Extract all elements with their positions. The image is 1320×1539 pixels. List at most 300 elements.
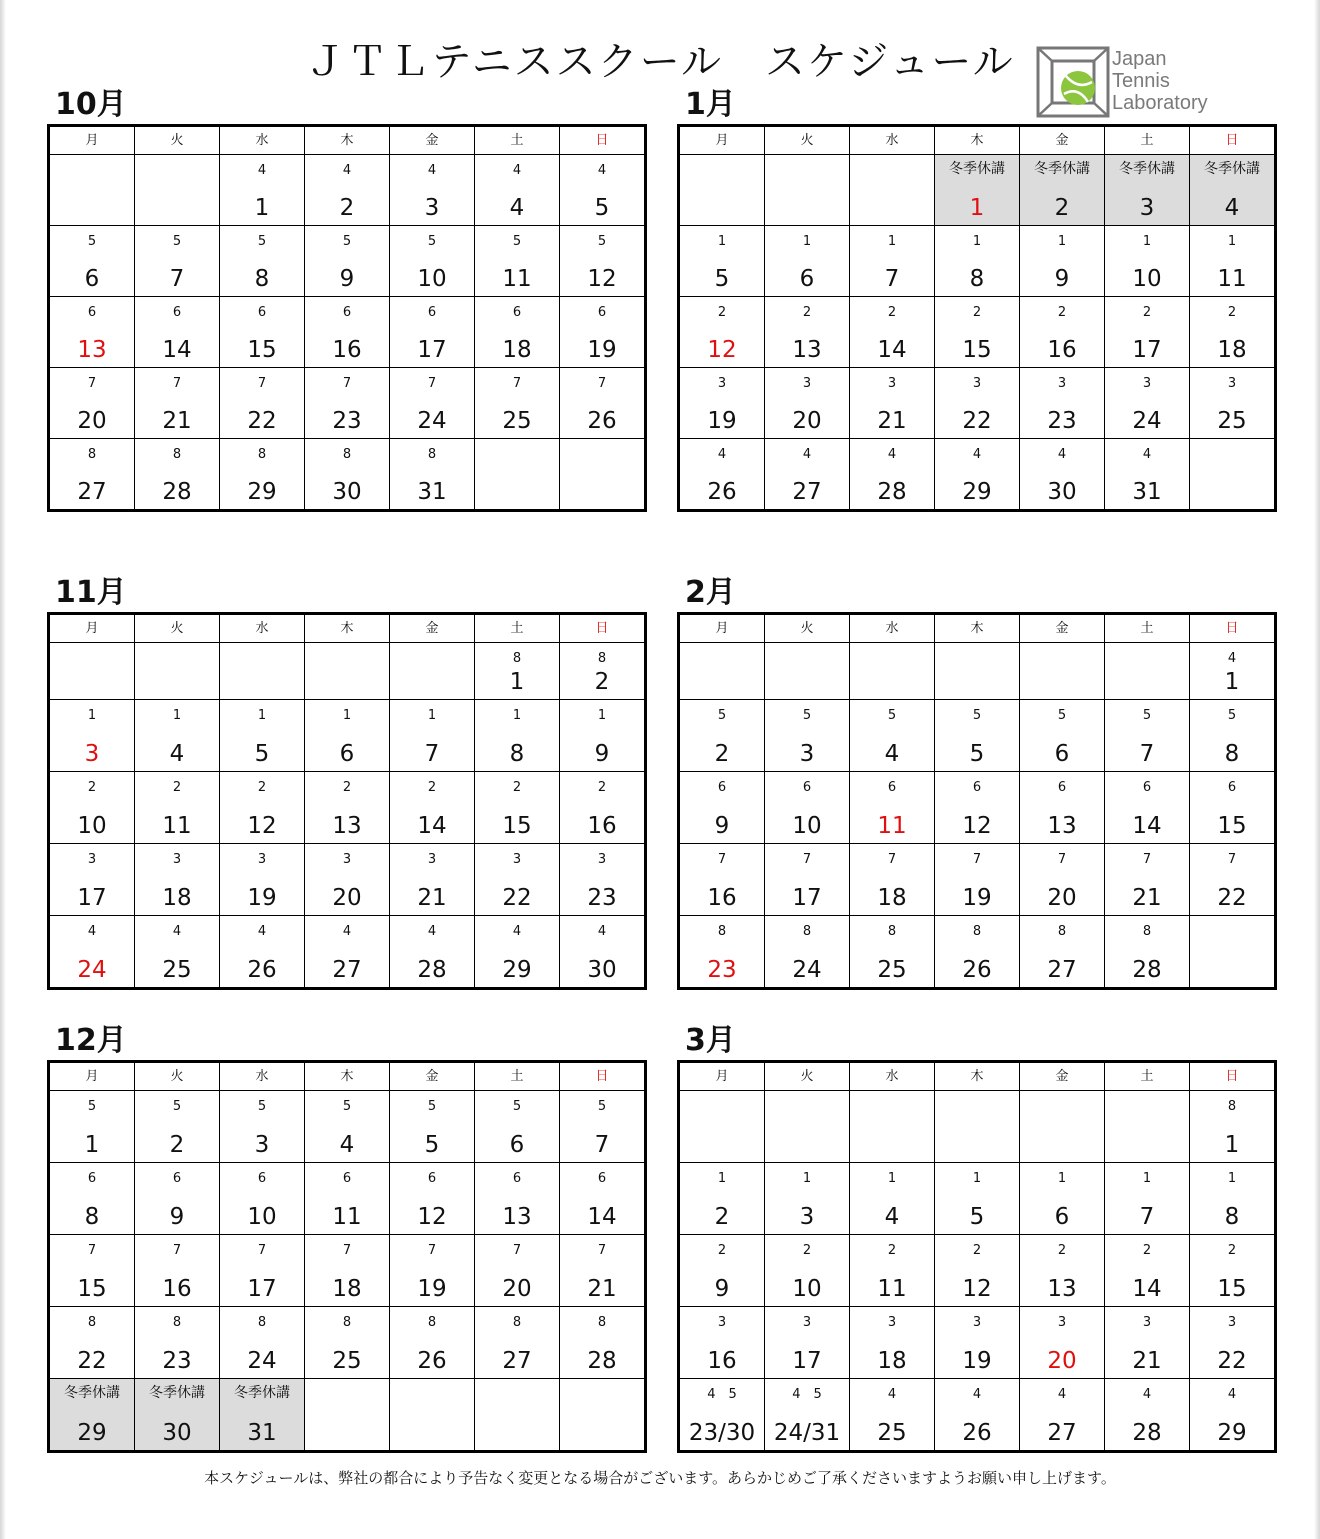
lesson-week-number: 4 5 bbox=[792, 1387, 822, 1402]
day-number: 23 bbox=[1047, 408, 1077, 434]
day-cell bbox=[679, 1379, 765, 1452]
month-title: 3月 bbox=[685, 1023, 736, 1058]
day-number: 4 bbox=[884, 1204, 900, 1230]
lesson-week-number: 4 5 bbox=[707, 1387, 737, 1402]
day-number: 18 bbox=[332, 1276, 362, 1302]
day-cell bbox=[135, 297, 220, 368]
day-cell bbox=[1105, 916, 1190, 989]
day-cell bbox=[765, 844, 850, 916]
day-cell bbox=[1105, 844, 1190, 916]
day-number: 11 bbox=[332, 1204, 362, 1230]
day-number: 3 bbox=[254, 1132, 270, 1158]
day-cell bbox=[1105, 700, 1190, 772]
week-row bbox=[49, 155, 646, 226]
day-cell bbox=[305, 1307, 390, 1379]
day-cell bbox=[679, 700, 765, 772]
lesson-week-number: 4 bbox=[427, 924, 437, 939]
week-row bbox=[49, 700, 646, 772]
lesson-week-number: 7 bbox=[172, 376, 182, 391]
day-cell bbox=[850, 439, 935, 511]
day-number: 4 bbox=[169, 741, 185, 767]
lesson-week-number: 7 bbox=[172, 1243, 182, 1258]
lesson-week-number: 6 bbox=[257, 305, 267, 320]
week-row bbox=[679, 844, 1276, 916]
lesson-week-number: 2 bbox=[427, 780, 437, 795]
day-number: 13 bbox=[792, 337, 822, 363]
weekday-header: 木 bbox=[935, 1062, 1020, 1091]
day-number: 1 bbox=[1224, 1132, 1240, 1158]
day-number: 29 bbox=[962, 479, 992, 505]
logo-line: Japan bbox=[1112, 48, 1167, 70]
day-cell bbox=[49, 226, 135, 297]
day-cell bbox=[850, 1163, 935, 1235]
lesson-week-number: 7 bbox=[257, 376, 267, 391]
weekday-header: 水 bbox=[850, 614, 935, 643]
day-cell bbox=[220, 772, 305, 844]
day-number: 3 bbox=[799, 1204, 815, 1230]
lesson-week-number: 2 bbox=[1057, 1243, 1067, 1258]
lesson-week-number: 3 bbox=[172, 852, 182, 867]
day-cell bbox=[560, 772, 646, 844]
lesson-week-number: 6 bbox=[512, 305, 522, 320]
day-cell bbox=[850, 368, 935, 439]
day-number: 5 bbox=[714, 266, 730, 292]
day-cell bbox=[765, 1307, 850, 1379]
day-number: 13 bbox=[502, 1204, 532, 1230]
lesson-week-number: 3 bbox=[1142, 376, 1152, 391]
day-number: 12 bbox=[962, 1276, 992, 1302]
month-table bbox=[47, 1060, 647, 1453]
day-number: 8 bbox=[84, 1204, 100, 1230]
lesson-week-number: 5 bbox=[427, 1099, 437, 1114]
day-cell bbox=[1190, 368, 1276, 439]
lesson-week-number: 1 bbox=[1227, 234, 1237, 249]
lesson-week-number: 4 bbox=[1057, 1387, 1067, 1402]
day-cell bbox=[49, 772, 135, 844]
day-cell bbox=[390, 916, 475, 989]
weekday-header: 土 bbox=[1105, 1062, 1190, 1091]
day-number: 12 bbox=[707, 337, 737, 363]
day-cell bbox=[560, 368, 646, 439]
day-cell bbox=[560, 1163, 646, 1235]
lesson-week-number: 1 bbox=[597, 708, 607, 723]
day-cell bbox=[1105, 439, 1190, 511]
empty-cell bbox=[135, 155, 220, 226]
week-row bbox=[49, 297, 646, 368]
day-number: 18 bbox=[502, 337, 532, 363]
day-cell bbox=[220, 916, 305, 989]
lesson-week-number: 2 bbox=[802, 1243, 812, 1258]
lesson-week-number: 4 bbox=[597, 924, 607, 939]
day-cell-closed bbox=[49, 1379, 135, 1452]
day-number: 8 bbox=[509, 741, 525, 767]
lesson-week-number: 1 bbox=[717, 1171, 727, 1186]
lesson-week-number: 4 bbox=[887, 1387, 897, 1402]
day-number: 22 bbox=[962, 408, 992, 434]
weekday-header: 金 bbox=[390, 1062, 475, 1091]
lesson-week-number: 4 bbox=[172, 924, 182, 939]
day-cell bbox=[679, 297, 765, 368]
day-cell bbox=[679, 916, 765, 989]
week-row bbox=[679, 155, 1276, 226]
week-row bbox=[679, 1235, 1276, 1307]
lesson-week-number: 2 bbox=[887, 1243, 897, 1258]
day-cell bbox=[475, 844, 560, 916]
weekday-header: 日 bbox=[560, 126, 646, 155]
month-table bbox=[677, 124, 1277, 512]
weekday-header: 月 bbox=[49, 614, 135, 643]
week-row bbox=[49, 844, 646, 916]
day-cell bbox=[475, 297, 560, 368]
lesson-week-number: 6 bbox=[342, 305, 352, 320]
lesson-week-number: 3 bbox=[887, 376, 897, 391]
day-number: 21 bbox=[877, 408, 907, 434]
day-number: 15 bbox=[962, 337, 992, 363]
lesson-week-number: 1 bbox=[802, 234, 812, 249]
day-number: 23 bbox=[332, 408, 362, 434]
lesson-week-number: 4 bbox=[87, 924, 97, 939]
day-cell bbox=[850, 1307, 935, 1379]
week-row bbox=[49, 226, 646, 297]
weekday-header: 木 bbox=[935, 614, 1020, 643]
day-number: 6 bbox=[509, 1132, 525, 1158]
empty-cell bbox=[135, 643, 220, 700]
day-cell-closed bbox=[935, 155, 1020, 226]
day-number: 21 bbox=[1132, 885, 1162, 911]
day-cell bbox=[305, 1163, 390, 1235]
day-number: 11 bbox=[1217, 266, 1247, 292]
day-cell bbox=[560, 1091, 646, 1163]
day-number: 29 bbox=[1217, 1420, 1247, 1446]
day-number: 7 bbox=[884, 266, 900, 292]
day-number: 24 bbox=[792, 957, 822, 983]
empty-cell bbox=[560, 1379, 646, 1452]
day-number: 27 bbox=[502, 1348, 532, 1374]
day-cell bbox=[765, 700, 850, 772]
weekday-header: 火 bbox=[135, 614, 220, 643]
day-cell bbox=[1105, 1307, 1190, 1379]
day-number: 15 bbox=[77, 1276, 107, 1302]
empty-cell bbox=[1190, 439, 1276, 511]
day-cell bbox=[135, 439, 220, 511]
day-number: 27 bbox=[332, 957, 362, 983]
day-number: 23 bbox=[707, 957, 737, 983]
day-number: 21 bbox=[162, 408, 192, 434]
day-cell bbox=[560, 700, 646, 772]
lesson-week-number: 4 bbox=[802, 447, 812, 462]
lesson-week-number: 3 bbox=[427, 852, 437, 867]
day-number: 27 bbox=[1047, 957, 1077, 983]
week-row bbox=[679, 643, 1276, 700]
day-cell bbox=[1105, 1235, 1190, 1307]
lesson-week-number: 8 bbox=[427, 1315, 437, 1330]
day-number: 19 bbox=[587, 337, 617, 363]
lesson-week-number: 5 bbox=[87, 1099, 97, 1114]
lesson-week-number: 2 bbox=[1227, 305, 1237, 320]
lesson-week-number: 6 bbox=[512, 1171, 522, 1186]
lesson-week-number: 8 bbox=[1142, 924, 1152, 939]
day-cell bbox=[765, 772, 850, 844]
day-cell bbox=[1190, 1235, 1276, 1307]
lesson-week-number: 4 bbox=[342, 924, 352, 939]
lesson-week-number: 2 bbox=[802, 305, 812, 320]
day-cell-closed bbox=[1020, 155, 1105, 226]
day-cell bbox=[1020, 368, 1105, 439]
day-number: 10 bbox=[1132, 266, 1162, 292]
lesson-week-number: 4 bbox=[427, 163, 437, 178]
day-cell bbox=[475, 1163, 560, 1235]
day-cell bbox=[1105, 297, 1190, 368]
week-row bbox=[49, 1163, 646, 1235]
day-cell bbox=[49, 297, 135, 368]
week-row bbox=[49, 916, 646, 989]
day-cell bbox=[1105, 772, 1190, 844]
day-number: 10 bbox=[77, 813, 107, 839]
day-number: 29 bbox=[247, 479, 277, 505]
day-number: 31 bbox=[247, 1420, 277, 1446]
empty-cell bbox=[305, 1379, 390, 1452]
day-number: 3 bbox=[424, 195, 440, 221]
lesson-week-number: 7 bbox=[87, 376, 97, 391]
week-row bbox=[679, 1163, 1276, 1235]
day-number: 11 bbox=[162, 813, 192, 839]
lesson-week-number: 4 bbox=[597, 163, 607, 178]
empty-cell bbox=[1105, 643, 1190, 700]
day-number: 19 bbox=[707, 408, 737, 434]
day-number: 3 bbox=[1139, 195, 1155, 221]
lesson-week-number: 6 bbox=[1057, 780, 1067, 795]
day-cell bbox=[49, 1235, 135, 1307]
day-cell bbox=[1105, 1379, 1190, 1452]
day-cell bbox=[765, 368, 850, 439]
day-number: 10 bbox=[247, 1204, 277, 1230]
lesson-week-number: 7 bbox=[972, 852, 982, 867]
month-table bbox=[47, 124, 647, 512]
day-cell bbox=[935, 1379, 1020, 1452]
day-number: 4 bbox=[509, 195, 525, 221]
week-row bbox=[49, 772, 646, 844]
day-number: 16 bbox=[332, 337, 362, 363]
day-cell bbox=[765, 297, 850, 368]
day-cell bbox=[390, 1163, 475, 1235]
day-number: 31 bbox=[417, 479, 447, 505]
lesson-week-number: 2 bbox=[342, 780, 352, 795]
weekday-header: 火 bbox=[135, 126, 220, 155]
day-number: 25 bbox=[877, 957, 907, 983]
lesson-week-number: 3 bbox=[717, 376, 727, 391]
day-cell bbox=[1020, 700, 1105, 772]
day-number: 13 bbox=[1047, 1276, 1077, 1302]
lesson-week-number: 2 bbox=[717, 1243, 727, 1258]
day-number: 24/31 bbox=[773, 1420, 841, 1446]
lesson-week-number: 5 bbox=[1142, 708, 1152, 723]
lesson-week-number: 8 bbox=[597, 651, 607, 666]
week-row bbox=[49, 1307, 646, 1379]
month-table bbox=[47, 612, 647, 990]
day-cell bbox=[390, 1235, 475, 1307]
day-cell bbox=[765, 916, 850, 989]
lesson-week-number: 2 bbox=[512, 780, 522, 795]
day-number: 17 bbox=[792, 885, 822, 911]
day-cell bbox=[135, 368, 220, 439]
day-cell bbox=[1190, 1307, 1276, 1379]
day-number: 10 bbox=[792, 813, 822, 839]
lesson-week-number: 5 bbox=[257, 1099, 267, 1114]
lesson-week-number: 8 bbox=[342, 1315, 352, 1330]
weekday-header: 月 bbox=[679, 126, 765, 155]
closed-label: 冬季休講 bbox=[64, 1385, 120, 1401]
day-cell bbox=[1190, 1163, 1276, 1235]
weekday-header: 火 bbox=[765, 126, 850, 155]
weekday-header-row bbox=[679, 1062, 1276, 1091]
day-number: 15 bbox=[1217, 813, 1247, 839]
day-number: 4 bbox=[1224, 195, 1240, 221]
day-cell bbox=[1020, 916, 1105, 989]
day-number: 24 bbox=[1132, 408, 1162, 434]
week-row bbox=[679, 700, 1276, 772]
month-title: 12月 bbox=[55, 1023, 127, 1058]
lesson-week-number: 7 bbox=[512, 1243, 522, 1258]
day-cell bbox=[1190, 1379, 1276, 1452]
day-cell bbox=[305, 844, 390, 916]
weekday-header: 火 bbox=[765, 1062, 850, 1091]
day-number: 29 bbox=[502, 957, 532, 983]
empty-cell bbox=[850, 643, 935, 700]
lesson-week-number: 8 bbox=[172, 447, 182, 462]
lesson-week-number: 1 bbox=[342, 708, 352, 723]
lesson-week-number: 2 bbox=[972, 305, 982, 320]
lesson-week-number: 4 bbox=[1227, 1387, 1237, 1402]
lesson-week-number: 3 bbox=[972, 376, 982, 391]
day-cell bbox=[475, 226, 560, 297]
day-number: 19 bbox=[962, 885, 992, 911]
week-row bbox=[49, 1379, 646, 1452]
day-cell bbox=[679, 439, 765, 511]
day-cell bbox=[935, 439, 1020, 511]
weekday-header: 土 bbox=[475, 614, 560, 643]
lesson-week-number: 4 bbox=[257, 163, 267, 178]
lesson-week-number: 4 bbox=[1057, 447, 1067, 462]
day-number: 1 bbox=[84, 1132, 100, 1158]
empty-cell bbox=[220, 643, 305, 700]
lesson-week-number: 1 bbox=[87, 708, 97, 723]
day-cell bbox=[560, 844, 646, 916]
day-number: 4 bbox=[884, 741, 900, 767]
lesson-week-number: 5 bbox=[1227, 708, 1237, 723]
day-number: 25 bbox=[1217, 408, 1247, 434]
page-edge-right bbox=[1314, 0, 1320, 1539]
day-number: 5 bbox=[594, 195, 610, 221]
lesson-week-number: 8 bbox=[972, 924, 982, 939]
week-row bbox=[679, 1091, 1276, 1163]
lesson-week-number: 1 bbox=[1227, 1171, 1237, 1186]
lesson-week-number: 4 bbox=[972, 447, 982, 462]
day-cell bbox=[220, 155, 305, 226]
page-title: ＪＴＬテニススクール スケジュール bbox=[305, 39, 1015, 85]
lesson-week-number: 3 bbox=[512, 852, 522, 867]
day-cell bbox=[475, 916, 560, 989]
day-number: 5 bbox=[424, 1132, 440, 1158]
day-cell bbox=[935, 226, 1020, 297]
lesson-week-number: 5 bbox=[512, 234, 522, 249]
day-cell bbox=[560, 916, 646, 989]
day-number: 6 bbox=[1054, 1204, 1070, 1230]
lesson-week-number: 5 bbox=[257, 234, 267, 249]
day-number: 28 bbox=[1132, 957, 1162, 983]
lesson-week-number: 6 bbox=[427, 305, 437, 320]
lesson-week-number: 6 bbox=[1227, 780, 1237, 795]
lesson-week-number: 1 bbox=[427, 708, 437, 723]
lesson-week-number: 8 bbox=[512, 651, 522, 666]
day-cell bbox=[220, 439, 305, 511]
lesson-week-number: 3 bbox=[1227, 1315, 1237, 1330]
week-row bbox=[49, 643, 646, 700]
weekday-header: 水 bbox=[850, 126, 935, 155]
day-cell bbox=[305, 1091, 390, 1163]
logo-text bbox=[1112, 48, 1208, 114]
day-cell bbox=[305, 155, 390, 226]
day-number: 7 bbox=[169, 266, 185, 292]
lesson-week-number: 7 bbox=[87, 1243, 97, 1258]
day-number: 14 bbox=[877, 337, 907, 363]
lesson-week-number: 1 bbox=[887, 1171, 897, 1186]
lesson-week-number: 8 bbox=[87, 447, 97, 462]
day-cell bbox=[765, 226, 850, 297]
day-cell bbox=[850, 1235, 935, 1307]
lesson-week-number: 3 bbox=[597, 852, 607, 867]
weekday-header: 日 bbox=[560, 614, 646, 643]
day-cell bbox=[135, 1091, 220, 1163]
lesson-week-number: 6 bbox=[87, 305, 97, 320]
weekday-header: 水 bbox=[850, 1062, 935, 1091]
empty-cell bbox=[49, 155, 135, 226]
day-number: 9 bbox=[169, 1204, 185, 1230]
lesson-week-number: 5 bbox=[427, 234, 437, 249]
day-cell bbox=[220, 1091, 305, 1163]
day-number: 15 bbox=[502, 813, 532, 839]
day-cell bbox=[390, 1307, 475, 1379]
weekday-header: 水 bbox=[220, 126, 305, 155]
weekday-header: 木 bbox=[305, 614, 390, 643]
day-number: 22 bbox=[77, 1348, 107, 1374]
day-number: 17 bbox=[247, 1276, 277, 1302]
lesson-week-number: 4 bbox=[972, 1387, 982, 1402]
day-cell bbox=[390, 1091, 475, 1163]
lesson-week-number: 2 bbox=[887, 305, 897, 320]
lesson-week-number: 2 bbox=[1057, 305, 1067, 320]
day-cell bbox=[49, 1163, 135, 1235]
weekday-header-row bbox=[49, 614, 646, 643]
lesson-week-number: 6 bbox=[972, 780, 982, 795]
day-number: 7 bbox=[1139, 741, 1155, 767]
lesson-week-number: 1 bbox=[1142, 1171, 1152, 1186]
day-cell bbox=[305, 439, 390, 511]
closed-label: 冬季休講 bbox=[149, 1385, 205, 1401]
day-number: 4 bbox=[339, 1132, 355, 1158]
month-title: 1月 bbox=[685, 87, 736, 122]
weekday-header: 木 bbox=[935, 126, 1020, 155]
day-cell bbox=[390, 844, 475, 916]
lesson-week-number: 3 bbox=[802, 376, 812, 391]
empty-cell bbox=[935, 643, 1020, 700]
empty-cell bbox=[560, 439, 646, 511]
day-number: 7 bbox=[594, 1132, 610, 1158]
day-cell bbox=[220, 297, 305, 368]
day-number: 9 bbox=[714, 1276, 730, 1302]
day-number: 26 bbox=[587, 408, 617, 434]
day-cell bbox=[1190, 772, 1276, 844]
day-number: 23 bbox=[162, 1348, 192, 1374]
